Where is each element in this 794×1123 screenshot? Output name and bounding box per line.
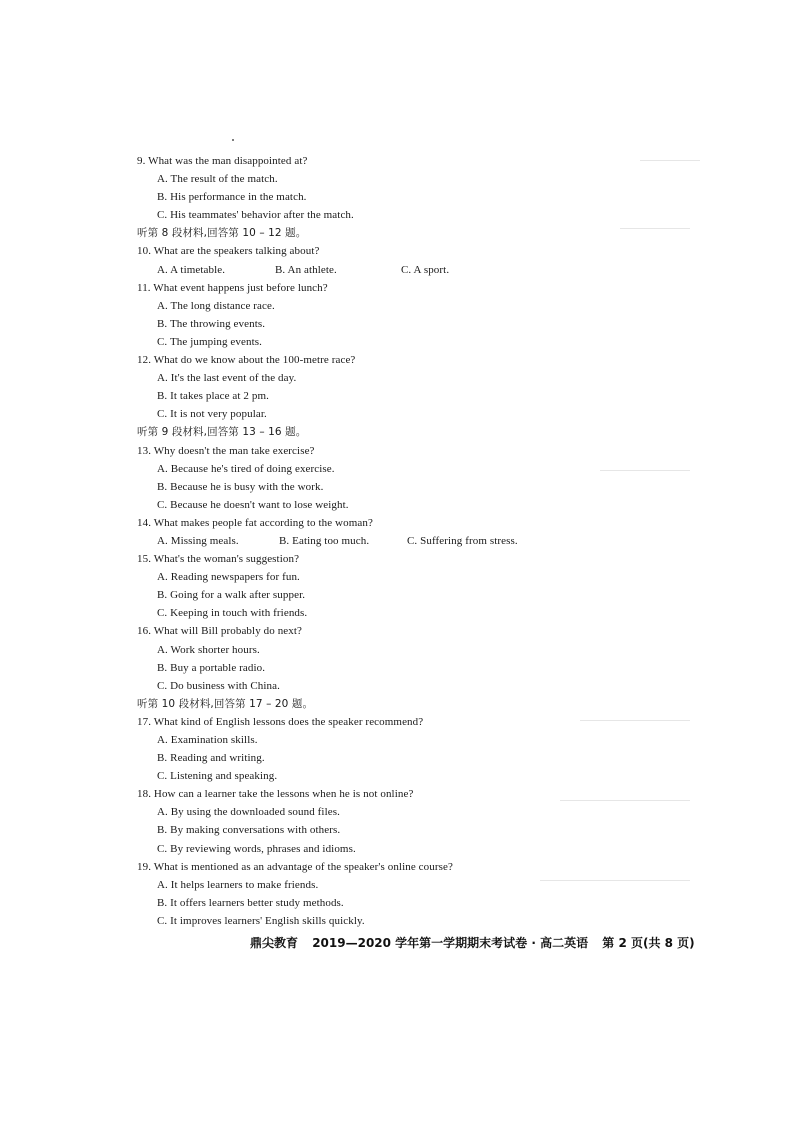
- option: C. His teammates' behavior after the match.: [157, 209, 354, 222]
- option: B. Because he is busy with the work.: [157, 480, 324, 493]
- option: A. Reading newspapers for fun.: [157, 571, 300, 584]
- option: B. The throwing events.: [157, 317, 266, 330]
- option: A. The long distance race.: [157, 299, 275, 312]
- option-row: [137, 532, 737, 550]
- option: C. Because he doesn't want to lose weight.: [157, 498, 349, 511]
- question-stem: 14. What makes people fat according to the woman?: [137, 516, 373, 529]
- footer-page-number: 第 2 页(共 8 页): [602, 936, 695, 950]
- section-instruction: 听第 8 段材料,回答第 10 – 12 题。: [137, 227, 307, 240]
- option: C. Keeping in touch with friends.: [157, 607, 308, 620]
- option: A. Work shorter hours.: [157, 643, 260, 656]
- option: B. It takes place at 2 pm.: [157, 390, 269, 403]
- page-footer: [250, 934, 770, 951]
- scan-speck: [232, 139, 234, 141]
- option: B. By making conversations with others.: [157, 824, 341, 837]
- option: B. Going for a walk after supper.: [157, 589, 306, 602]
- option: C. Do business with China.: [157, 679, 280, 692]
- footer-publisher: 鼎尖教育: [250, 936, 299, 950]
- option: B. Reading and writing.: [157, 752, 265, 765]
- option: C. It improves learners' English skills quickly.: [157, 914, 365, 927]
- option: A. Missing meals.: [157, 534, 239, 547]
- option: C. A sport.: [401, 263, 450, 276]
- option: A. Examination skills.: [157, 734, 258, 746]
- question-stem: 18. How can a learner take the lessons when he is not online?: [137, 788, 414, 801]
- option: B. Eating too much.: [279, 534, 370, 547]
- option: A. A timetable.: [157, 263, 226, 276]
- option: A. Because he's tired of doing exercise.: [157, 462, 335, 475]
- option: A. The result of the match.: [157, 173, 278, 186]
- option: C. It is not very popular.: [157, 408, 267, 421]
- option: B. An athlete.: [275, 263, 337, 276]
- option: A. By using the downloaded sound files.: [157, 806, 340, 819]
- question-stem: 9. What was the man disappointed at?: [137, 155, 308, 167]
- question-stem: 19. What is mentioned as an advantage of the speaker's online course?: [137, 860, 453, 873]
- section-instruction: 听第 9 段材料,回答第 13 – 16 题。: [137, 426, 307, 439]
- section-instruction: 听第 10 段材料,回答第 17 – 20 题。: [137, 697, 314, 710]
- question-stem: 12. What do we know about the 100-metre race?: [137, 354, 356, 367]
- option: B. His performance in the match.: [157, 191, 307, 204]
- question-stem: 11. What event happens just before lunch?: [137, 281, 328, 294]
- question-stem: 16. What will Bill probably do next?: [137, 625, 303, 638]
- question-stem: 13. Why doesn't the man take exercise?: [137, 444, 315, 457]
- option: A. It's the last event of the day.: [157, 372, 297, 385]
- option: C. By reviewing words, phrases and idioms.: [157, 842, 356, 855]
- option: C. Listening and speaking.: [157, 770, 278, 783]
- option: B. Buy a portable radio.: [157, 661, 266, 674]
- questions-block: [137, 152, 737, 930]
- footer-exam-title: 2019—2020 学年第一学期期末考试卷 · 高二英语: [312, 936, 589, 950]
- option: C. Suffering from stress.: [407, 534, 518, 547]
- option: B. It offers learners better study methods.: [157, 896, 344, 909]
- question-stem: 17. What kind of English lessons does the speaker recommend?: [137, 715, 424, 728]
- option: A. It helps learners to make friends.: [157, 878, 319, 891]
- option-row: [137, 261, 737, 279]
- option: C. The jumping events.: [157, 335, 262, 348]
- question-stem: 10. What are the speakers talking about?: [137, 245, 320, 258]
- question-stem: 15. What's the woman's suggestion?: [137, 553, 300, 566]
